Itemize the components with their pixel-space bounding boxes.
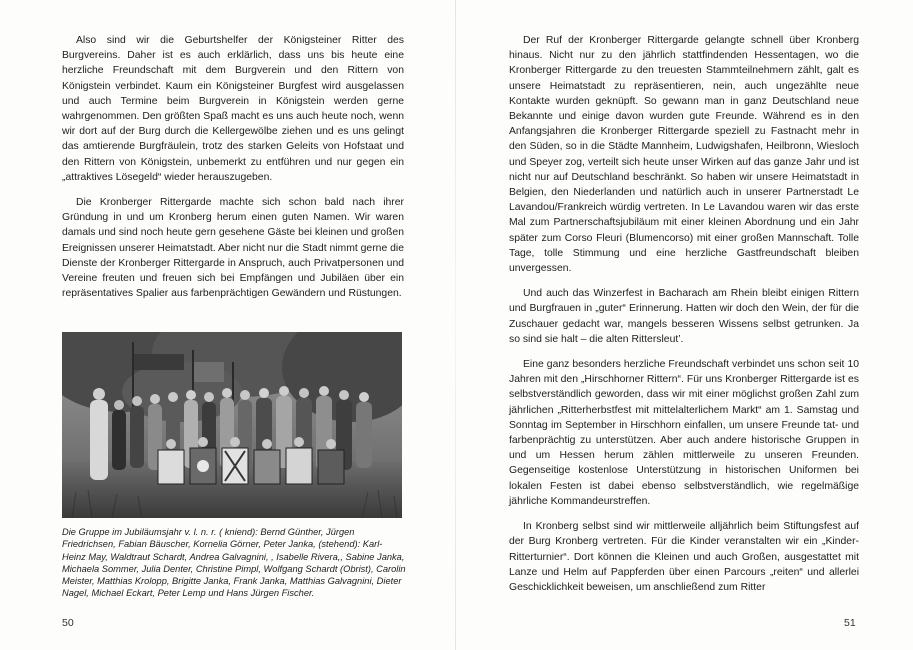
group-photo bbox=[62, 332, 402, 518]
left-paragraph-2: Die Kronberger Rittergarde machte sich schon bald nach ihrer Gründung in und um Kronberg herum einen guten Namen. Wir waren damals und sind noch heute gern gesehene Gäste bei kleinen und großen Ereignissen unserer Heimatstadt. Aber nicht nur die Stadt nimmt gerne die Dienste der Kronberger Rittergarde in Anspruch, auch Privatpersonen und Vereine freuten und freuen sich bei Empfängen und Jubiläen über ein repräsentatives Spalier aus farbenprächtigen Gewändern und Rüstungen. bbox=[62, 197, 404, 300]
right-page bbox=[456, 0, 913, 650]
left-page bbox=[0, 0, 456, 650]
left-text-column bbox=[62, 33, 404, 311]
right-text-column bbox=[509, 33, 859, 605]
left-paragraph-1: Also sind wir die Geburtshelfer der Königsteiner Ritter des Burgvereins. Daher ist es auch erklärlich, dass uns bis heute eine herzliche Freundschaft mit dem Burgverein und den Rittern von Königstein verbindet. Kaum ein Königsteiner Burgfest wird ausgelassen und auch Termine beim Burgverein in Königstein werden gerne wahrgenommen. Den größten Spaß macht es uns auch heute noch, wenn wir dort auf der Burg durch die Kellergewölbe ziehen und es uns gelingt das amtierende Burgfräulein, trotz des starken Geleits von Hofstaat und den Rittern von Königstein, unbemerkt zu entführen und nur gegen ein „attraktives Lösegeld“ wieder herauszugeben. bbox=[62, 35, 404, 183]
right-paragraph-3: Eine ganz besonders herzliche Freundschaft verbindet uns schon seit 10 Jahren mit den „Hirschhorner Rittern“. Für uns Kronberger Rittergarde ist es selbstverständlich geworden, dass wir mit einer möglichst großen Zahl zum jährlichen „Ritterherbstfest mit mittelalterlichem Markt“ am 1. Samstag und Sonntag im September in Hirschhorn einfallen, um unsere Freunde tat- und farbenprächtig zu unterstützen. Aber auch andere historische Gruppen in und um Hessen herum zählen mittlerweile zu unseren Freunden. Gegenseitige kostenlose Unterstützung in historischen Uniformen bei lokalen Festen ist dabei ebenso selbstverständlich, wie regelmäßige jährliche Kommandeurstreffen. bbox=[509, 359, 859, 507]
right-paragraph-4: In Kronberg selbst sind wir mittlerweile alljährlich beim Stiftungsfest auf der Burg Kronberg vertreten. Für die Kinder veranstalten wir ein „Kinder-Ritterturnier“. Dort können die Kleinen und auch Großen, ausgestattet mit Lanze und Helm auf Pappferden über einen Parcours „reiten“ und allerlei Geschicklichkeit beweisen, um anschließend zum Ritter bbox=[509, 521, 859, 593]
photo-caption: Die Gruppe im Jubiläumsjahr v. l. n. r. ( kniend): Bernd Günther, Jürgen Friedrichsen, Fabian Bäuscher, Kornelia Görner, Peter Janka, (stehend): Karl-Heinz May, Waldtraut Schardt, Andrea Galvagnini, , Isabelle Rivera,, Sabine Janka, Michaela Sommer, Julia Denter, Christine Pimpl, Wolfgang Schardt (Obrist), Carolin Meister, Matthias Krolopp, Brigitte Janka, Frank Janka, Matthias Galvagnini, Dieter Nagel, Michael Eckart, Peter Lemp und Hans Jürgen Fischer. bbox=[62, 527, 406, 599]
right-paragraph-1: Der Ruf der Kronberger Rittergarde gelangte schnell über Kronberg hinaus. Nicht nur zu den jährlich stattfindenden Hessentagen, wo die Kronberger Rittergarde zu den treuesten Stammteilnehmern zählt, galt es unsere Heimatstadt zu repräsentieren, nein, auch ungezählte neue Kontakte wurden geknüpft. So gewann man in ganz Deutschland neue Bekannte und einige davon wurden gute Freunde. Während es in den Anfangsjahren die Kronberger Rittergarde speziell zu Fastnacht mehr in den Süden, so in die Städte Mannheim, Ludwigshafen, Heilbronn, Wiesloch und Speyer zog, verteilt sich heute unser Wirken auf das ganze Jahr und ist nicht nur auf Deutschland beschränkt. So haben wir unsere Heimatstadt in Belgien, den Niederlanden und natürlich auch in unserer Partnerstadt Le Lavandou/Frankreich würdig vertreten. In Le Lavandou waren wir das erste Mal zum Partnerschaftsjubiläum mit einer kleinen Abordnung und ein Jahr später zum Corso Fleuri (Blumencorso) mit einer großen Mannschaft. Tolle Tage, tolle Stimmung und eine herzliche Gastfreundschaft bleiben unvergessen. bbox=[509, 35, 859, 275]
page-number-right: 51 bbox=[844, 617, 856, 629]
page-number-left: 50 bbox=[62, 617, 74, 629]
right-paragraph-2: Und auch das Winzerfest in Bacharach am Rhein bleibt einigen Rittern und Burgfrauen in „guter“ Erinnerung. Hatten wir doch den Wein, der für die Zuschauer gedacht war, mangels besseren Wissens selbst getrunken. Ja so sind sie halt – die alten Rittersleut’. bbox=[509, 288, 859, 345]
